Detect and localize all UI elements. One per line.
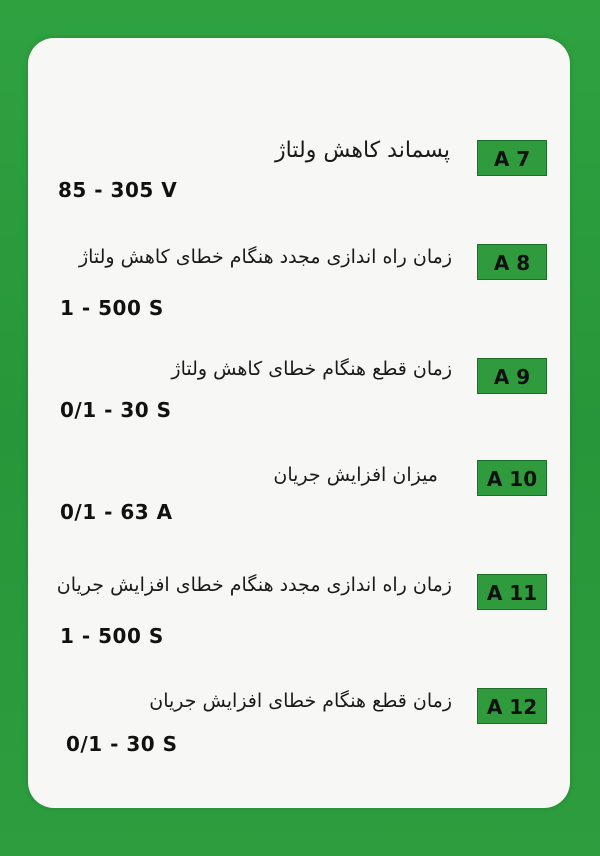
parameter-label: زمان راه اندازی مجدد هنگام خطای افزایش جریان — [56, 574, 452, 596]
parameter-value: 1 - 500 S — [60, 624, 164, 648]
parameter-value: 0/1 - 63 A — [60, 500, 173, 524]
parameter-code: A 9 — [477, 358, 547, 394]
parameter-code: A 8 — [477, 244, 547, 280]
parameter-label: زمان راه اندازی مجدد هنگام خطای کاهش ولتاژ — [78, 246, 452, 268]
parameter-label: میزان افزایش جریان — [273, 464, 438, 486]
parameter-label: زمان قطع هنگام خطای کاهش ولتاژ — [171, 358, 452, 380]
parameter-card — [28, 38, 570, 808]
parameter-value: 1 - 500 S — [60, 296, 164, 320]
parameter-code: A 12 — [477, 688, 547, 724]
parameter-value: 85 - 305 V — [58, 178, 178, 202]
parameter-label: زمان قطع هنگام خطای افزایش جریان — [149, 690, 452, 712]
parameter-code: A 7 — [477, 140, 547, 176]
parameter-code: A 11 — [477, 574, 547, 610]
parameter-value: 0/1 - 30 S — [66, 732, 178, 756]
parameter-label: پسماند کاهش ولتاژ — [275, 138, 450, 163]
parameter-value: 0/1 - 30 S — [60, 398, 172, 422]
parameter-code: A 10 — [477, 460, 547, 496]
